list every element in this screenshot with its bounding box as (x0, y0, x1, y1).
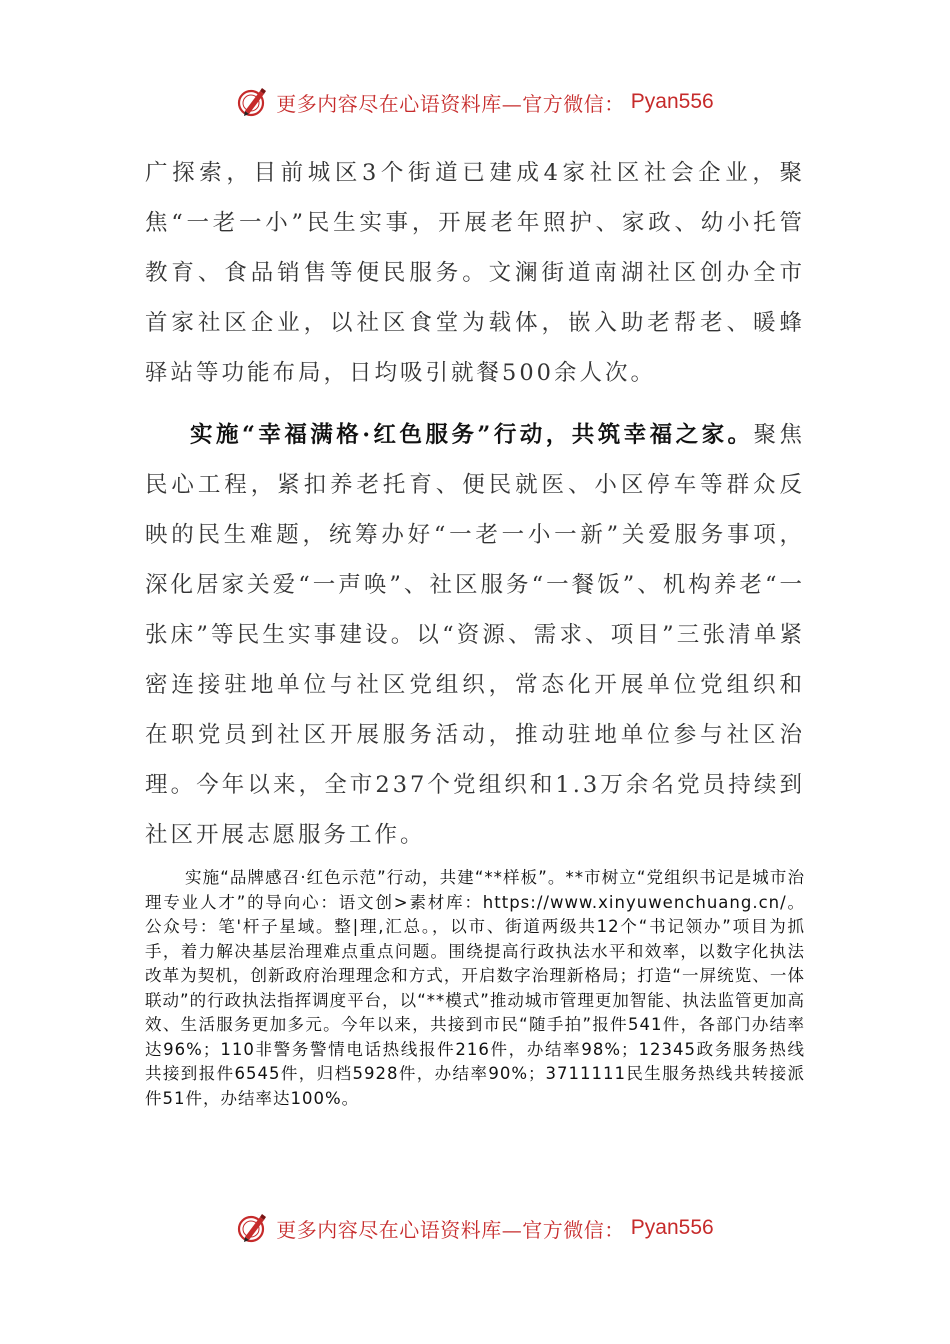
footer-banner-content (236, 1211, 713, 1245)
wechat-id: Pyan556 (630, 1216, 714, 1239)
banner-label: 更多内容尽在心语资料库—官方微信： (276, 91, 625, 116)
banner-label: 更多内容尽在心语资料库—官方微信： (276, 1217, 625, 1242)
wechat-id: Pyan556 (630, 90, 714, 113)
paragraph-2-text: 聚焦民心工程，紧扣养老托育、便民就医、小区停车等群众反映的民生难题，统筹办好“一老一小一新”关爱服务事项，深化居家关爱“一声唤”、社区服务“一餐饭”、机构养老“一张床”等民生实事建设。以“资源、需求、项目”三张清单紧密连接驻地单位与社区党组织，常态化开展单位党组织和在职党员到社区开展服务活动，推动驻地单位参与社区治理。今年以来，全市237个党组织和1.3万余名党员持续到社区开展志愿服务工作。 (145, 422, 805, 848)
pen-logo-icon (236, 1211, 270, 1245)
paragraph-1: 广探索，目前城区3个街道已建成4家社区社会企业，聚焦“一老一小”民生实事，开展老年照护、家政、幼小托管教育、食品销售等便民服务。文澜街道南湖社区创办全市首家社区企业，以社区食堂为载体，嵌入助老帮老、暖蜂驿站等功能布局，日均吸引就餐500余人次。 (145, 160, 805, 386)
header-banner-content (236, 85, 713, 119)
header-banner (0, 84, 950, 120)
paragraph-2-heading: 实施“幸福满格·红色服务”行动，共筑幸福之家。 (190, 422, 754, 448)
pen-logo-icon (236, 85, 270, 119)
footer-banner (0, 1210, 950, 1246)
paragraph-3: 实施“品牌感召·红色示范”行动，共建“**样板”。**市树立“党组织书记是城市治理专业人才”的导向心：语文创>素材库：https://www.xinyuwenchuang.cn/。公众号：笔'杆子星域。整|理,汇总。，以市、街道两级共12个“书记领办”项目为抓手，着力解决基层治理难点重点问题。围绕提高行政执法水平和效率，以数字化执法改革为契机，创新政府治理理念和方式，开启数字治理新格局；打造“一屏统览、一体联动”的行政执法指挥调度平台，以“**模式”推动城市管理更加智能、执法监管更加高效、生活服务更加多元。今年以来，共接到市民“随手拍”报件541件，各部门办结率达96%；110非警务警情电话热线报件216件，办结率98%；12345政务服务热线共接到报件6545件，归档5928件，办结率90%；3711111民生服务热线共转接派件51件，办结率达100%。 (145, 868, 805, 1108)
document-body (145, 148, 805, 860)
paragraph-2 (145, 410, 805, 860)
